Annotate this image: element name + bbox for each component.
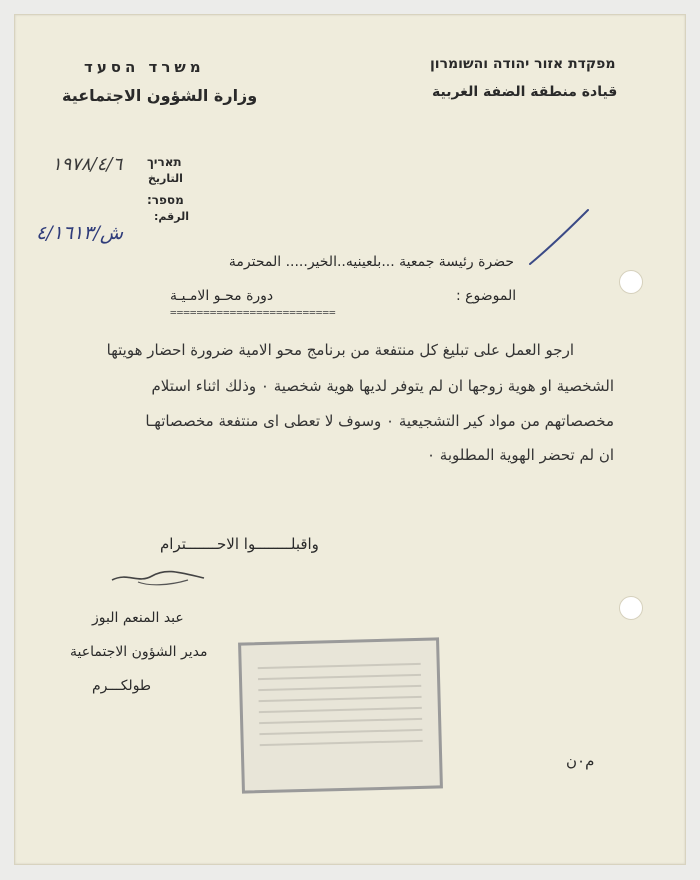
handwritten-signature <box>108 566 208 588</box>
subject-label: الموضوع : <box>456 288 517 304</box>
subject-underline: ========================= <box>170 306 336 319</box>
body-line-3: مخصصاتهم من مواد كير التشجيعية ٠ وسوف لا تعطى اى منتفعة مخصصاتهـا <box>145 412 614 430</box>
subject-text: دورة محـو الامـيـة <box>170 288 274 304</box>
faded-stamp <box>238 637 443 793</box>
number-label-arabic: الرقم: <box>154 210 189 223</box>
ministry-name-arabic: وزارة الشؤون الاجتماعية <box>62 86 258 105</box>
punch-hole-top <box>619 270 643 294</box>
signer-name: عبد المنعم البوز <box>92 610 184 626</box>
ministry-name-hebrew: משרד הסעד <box>84 58 205 76</box>
date-label-hebrew: תאריך <box>147 155 182 169</box>
signer-place: طولكـــرم <box>92 678 152 694</box>
footer-mark: م٠ن <box>566 752 595 770</box>
command-name-arabic: قيادة منطقة الضفة الغربية <box>432 84 618 100</box>
punch-hole-bottom <box>619 596 643 620</box>
number-label-hebrew: מספר: <box>147 193 184 207</box>
date-label-arabic: التاريخ <box>148 172 183 185</box>
pen-stroke-mark <box>524 206 594 268</box>
command-name-hebrew: מפקדת אזור יהודה והשומרון <box>430 56 616 72</box>
signer-title: مدير الشؤون الاجتماعية <box>70 644 208 660</box>
recipient-line: حضرة رئيسة جمعية ...بلعينيه..الخير..... المحترمة <box>228 254 514 270</box>
date-value: ١٩٧٨/٤/٦ <box>52 154 123 175</box>
number-value: ش/٤/١٦١٣ <box>36 222 124 244</box>
body-line-2: الشخصية او هوية زوجها ان لم يتوفر لديها هوية شخصية ٠ وذلك اثناء استلام <box>151 377 614 395</box>
closing-line: واقبلــــــــوا الاحـــــــترام <box>160 535 319 553</box>
body-line-4: ان لم تحضر الهوية المطلوبة ٠ <box>426 446 614 464</box>
body-line-1: ارجو العمل على تبليغ كل منتفعة من برنامج محو الامية ضرورة احضار هويتها <box>106 341 574 359</box>
